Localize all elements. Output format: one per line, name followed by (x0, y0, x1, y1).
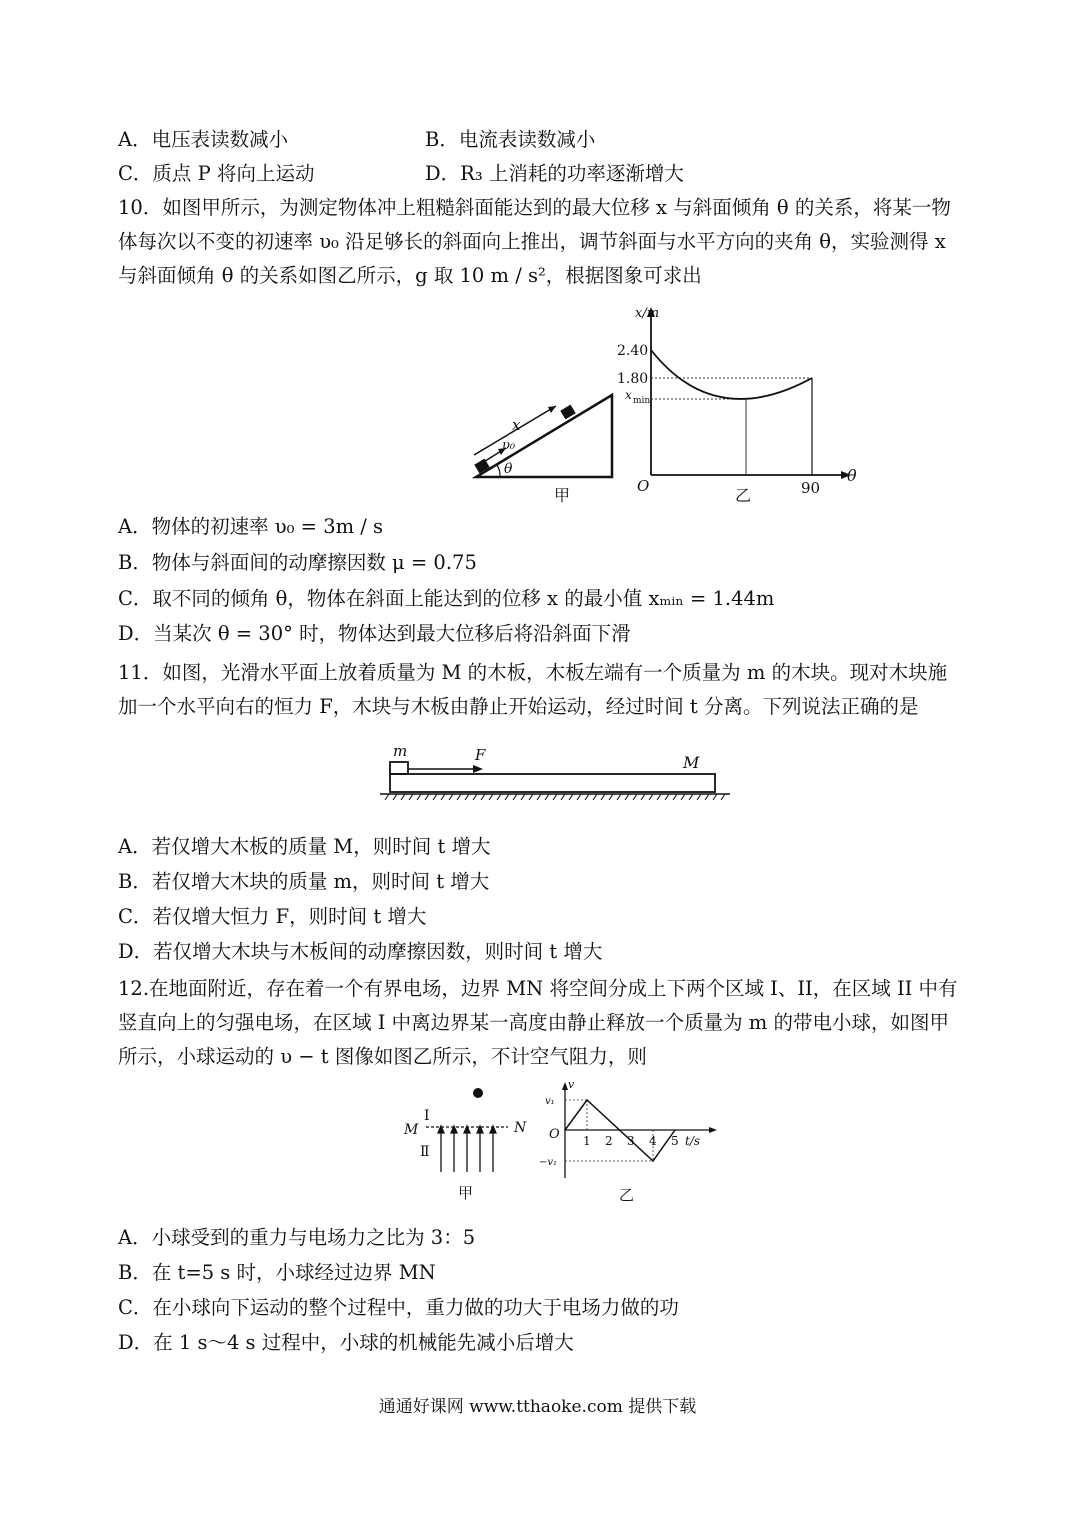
q11-figure-board (375, 738, 735, 808)
label-origin: O (549, 1127, 560, 1142)
q11-option-c: C．若仅增大恒力 F，则时间 t 增大 (118, 905, 427, 928)
q12-figure-field (398, 1082, 543, 1202)
q10-option-b: B．物体与斜面间的动摩擦因数 μ = 0.75 (118, 551, 477, 574)
q10-stem: 10．如图甲所示，为测定物体冲上粗糙斜面能达到的最大位移 x 与斜面倾角 θ 的关系，将某一物体每次以不变的初速率 υ₀ 沿足够长的斜面向上推出，调节斜面与水平方向的夹角 θ，实验测得 x 与斜面倾角 θ 的关系如图乙所示，g 取 10 m / s²，根据图象可求出 (118, 196, 951, 287)
q11-option-d: D．若仅增大木块与木板间的动摩擦因数，则时间 t 增大 (118, 940, 603, 963)
label-v1: v₁ (545, 1096, 555, 1107)
label-origin: O (637, 477, 650, 495)
label-region-I: I (424, 1108, 430, 1124)
angle-arc (497, 465, 500, 477)
q11-option-a: A．若仅增大木板的质量 M，则时间 t 增大 (118, 835, 491, 858)
label-m: m (393, 742, 408, 760)
board-M (390, 774, 715, 792)
incline-triangle (476, 395, 612, 477)
label-x: x (512, 416, 521, 434)
label-180: 1.80 (617, 371, 649, 387)
tick-2: 2 (605, 1134, 613, 1148)
label-y-axis: x/m (635, 306, 660, 321)
q9-option-a: A．电压表读数减小 (118, 128, 289, 151)
label-x-axis: θ (847, 466, 857, 485)
caption-jia: 甲 (554, 486, 571, 505)
q12-option-c: C．在小球向下运动的整个过程中，重力做的功大于电场力做的功 (118, 1296, 679, 1319)
label-xmin: x (625, 388, 632, 402)
label-N: N (514, 1120, 527, 1136)
label-F: F (475, 746, 486, 764)
q10-option-d: D．当某次 θ = 30° 时，物体达到最大位移后将沿斜面下滑 (118, 622, 631, 645)
t-axis-arrowhead (709, 1127, 717, 1133)
q10-option-c: C．取不同的倾角 θ，物体在斜面上能达到的位移 x 的最小值 xₘᵢₙ = 1.44m (118, 587, 775, 610)
tick-3: 3 (627, 1134, 635, 1148)
q11-stem: 11．如图，光滑水平面上放着质量为 M 的木板，木板左端有一个质量为 m 的木块。现对木块施加一个水平向右的恒力 F，木块与木板由静止开始运动，经过时间 t 分离。下列说法正确的是 (118, 661, 948, 718)
label-t-axis: t/s (685, 1134, 701, 1148)
caption-yi: 乙 (619, 1186, 635, 1204)
q12-option-a: A．小球受到的重力与电场力之比为 3：5 (118, 1226, 476, 1249)
q9-option-b: B．电流表读数减小 (425, 128, 596, 151)
label-region-II: Ⅱ (420, 1144, 430, 1160)
tick-4: 4 (649, 1134, 657, 1148)
q12-option-b: B．在 t=5 s 时，小球经过边界 MN (118, 1261, 436, 1284)
ground-hatching (385, 794, 725, 800)
q12-option-d: D．在 1 s～4 s 过程中，小球的机械能先减小后增大 (118, 1331, 574, 1354)
label-v0: υ₀ (502, 438, 516, 453)
q9-option-c: C．质点 P 将向上运动 (118, 162, 315, 185)
q12-stem: 12.在地面附近，存在着一个有界电场，边界 MN 将空间分成上下两个区域 I、II，在区域 II 中有竖直向上的匀强电场，在区域 I 中离边界某一高度由静止释放一个质量为 m 的带电小球，如图甲所示，小球运动的 υ − t 图像如图乙所示，不计空气阻力，则 (118, 977, 958, 1068)
tick-1: 1 (583, 1134, 591, 1148)
q12-figure-vt-graph (535, 1078, 720, 1206)
tick-5: 5 (671, 1134, 679, 1148)
label-240: 2.40 (617, 343, 649, 359)
label-xmin-sub: min (633, 396, 651, 406)
force-arrowhead (473, 765, 483, 773)
q10-figure-graph (605, 303, 865, 508)
caption-jia: 甲 (458, 1184, 474, 1202)
block-m (390, 762, 408, 774)
label-90: 90 (801, 479, 821, 497)
caption-yi: 乙 (735, 486, 752, 505)
field-lines (438, 1126, 496, 1172)
q11-option-b: B．若仅增大木块的质量 m，则时间 t 增大 (118, 870, 490, 893)
q9-option-d: D．R₃ 上消耗的功率逐渐增大 (425, 162, 684, 185)
charged-ball (473, 1088, 483, 1098)
x-theta-curve (651, 350, 812, 399)
footer-download-note: 通通好课网 www.tthaoke.com 提供下载 (378, 1397, 697, 1417)
label-theta: θ (504, 461, 513, 477)
q10-option-a: A．物体的初速率 υ₀ = 3m / s (118, 515, 384, 538)
label-M: M (404, 1122, 419, 1138)
label-neg-v1: −v₁ (539, 1157, 558, 1168)
label-M: M (683, 753, 700, 772)
label-v: v (568, 1078, 575, 1091)
